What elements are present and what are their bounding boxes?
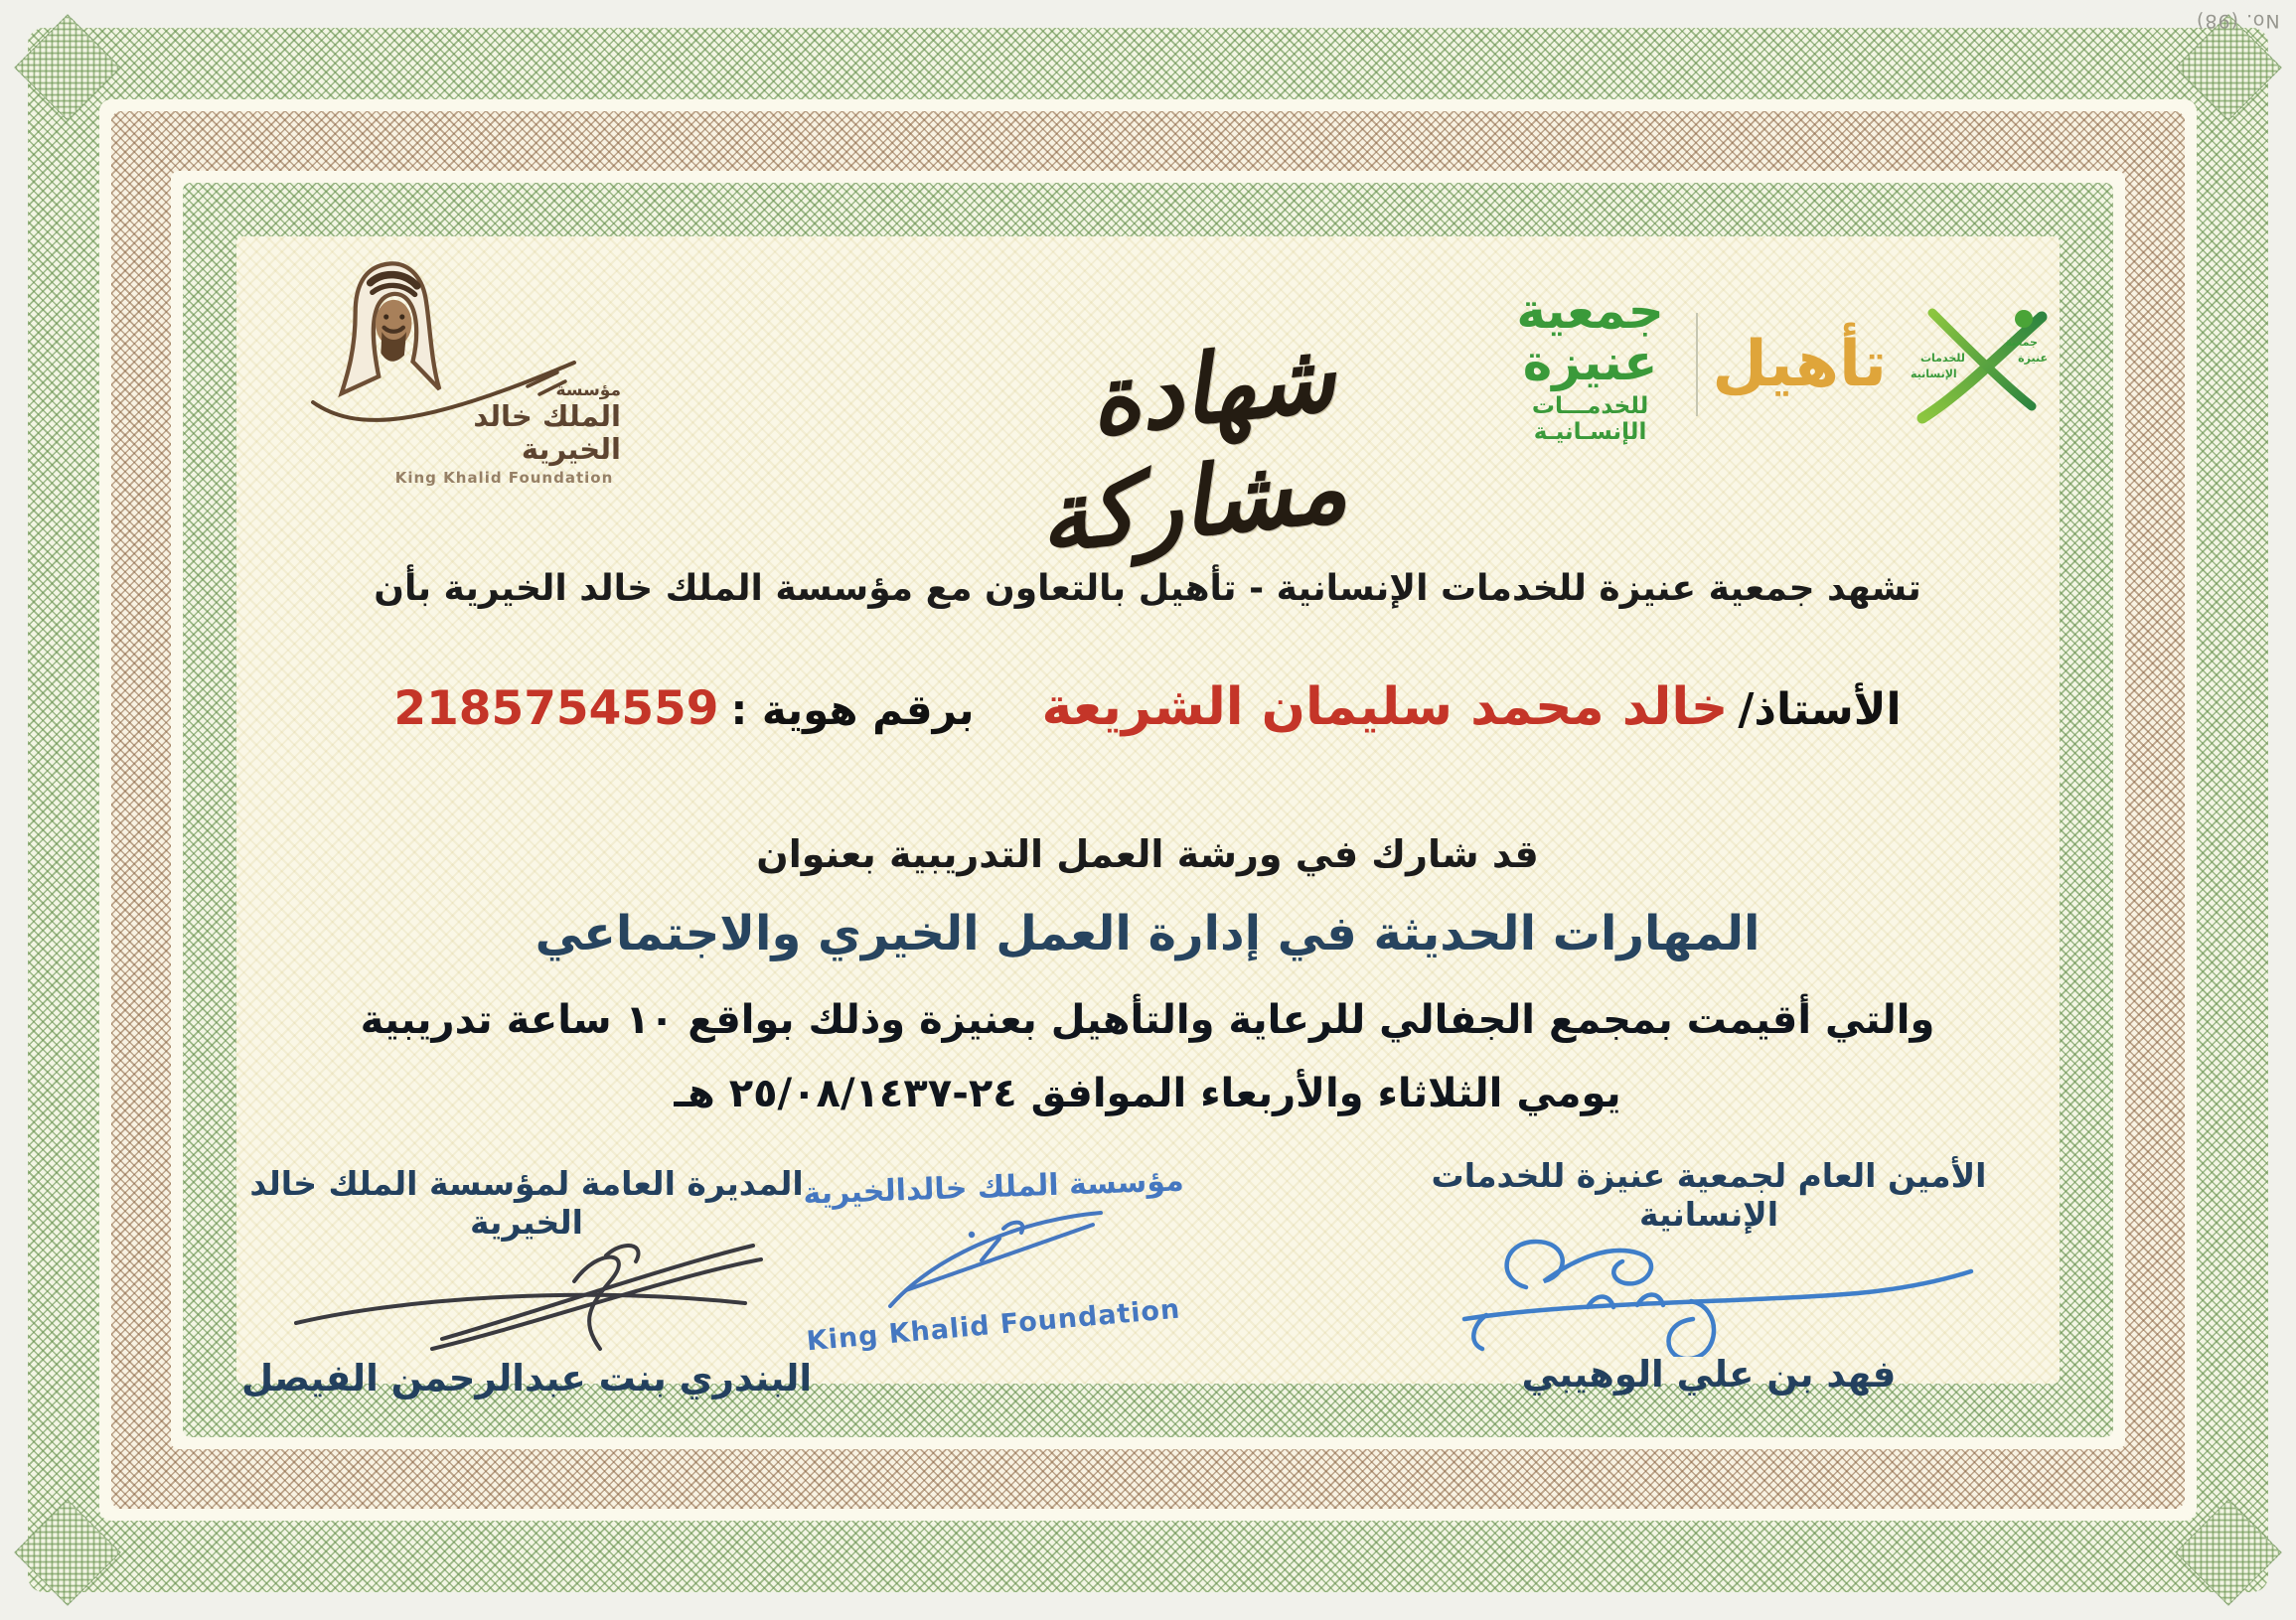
logo-divider [1696,313,1698,416]
signatory-left-block [229,1164,825,1399]
stamp-arabic-text: مؤسسة الملك خالدالخيرية [802,1163,1185,1212]
figure-label: الإنسانية [1911,368,1957,380]
kkf-name-ar-small: مؤسسة [555,380,621,400]
unaizah-org-line2: للخدمـــات الإنسـانيـة [1531,392,1649,445]
kkf-name-en: King Khalid Foundation [394,468,614,487]
kkf-logo-text [387,380,621,487]
certificate-title-calligraphy: شهادة مشاركة [1033,320,1352,574]
honorific-label: الأستاذ/ [1738,684,1902,735]
unaizah-org-name [1498,281,1682,445]
taheel-wordmark: تأهيل [1712,328,1887,401]
intro-line: تشهد جمعية عنيزة للخدمات الإنسانية - تأهيل بالتعاون مع مؤسسة الملك خالد الخيرية بأن [374,568,1921,609]
stamp-swoosh-icon [854,1199,1133,1316]
unaizah-figure-mark [1901,297,2060,432]
signatory-left-name: البندري بنت عبدالرحمن الفيصل [240,1357,813,1399]
participation-line: قد شارك في ورشة العمل التدريبية بعنوان [756,832,1539,876]
signatory-right-name: فهد بن علي الوهيبي [1521,1353,1897,1396]
figure-label: للخدمات [1920,352,1965,365]
kkf-stamp [785,1163,1202,1358]
id-label: برقم هوية : [730,685,975,734]
participant-name: خالد محمد سليمان الشريعة [1041,677,1729,737]
participant-line [248,677,2047,737]
id-number: 2185754559 [393,681,719,736]
unaizah-org-line1: جمعية عنيزة [1516,281,1664,391]
signatory-left-title: المديرة العامة لمؤسسة الملك خالد الخيرية [249,1164,804,1242]
running-figure-icon [1901,297,2060,432]
figure-label: عنيزة [2018,352,2048,365]
figure-label: جمعية [2005,336,2038,349]
date-line: يومي الثلاثاء والأربعاء الموافق ٢٤-٢٥/٠٨/١٤٣٧ هـ [674,1071,1621,1116]
workshop-title: المهارات الحديثة في إدارة العمل الخيري والاجتماعي [535,906,1760,961]
unaizah-society-logo [1498,281,2060,445]
stamp-english-text: King Khalid Foundation [805,1293,1182,1358]
kkf-name-ar: الملك خالد الخيرية [473,399,621,467]
king-khalid-foundation-logo [293,253,621,487]
serial-number-note: No. (98) [2196,10,2280,32]
signature-left-ink [278,1228,775,1359]
signatory-right-title: الأمين العام لجمعية عنيزة للخدمات الإنسانية [1431,1156,1987,1234]
signature-right-ink [1431,1224,1987,1357]
venue-line: والتي أقيمت بمجمع الجفالي للرعاية والتأهيل بعنيزة وذلك بواقع ١٠ ساعة تدريبية [360,997,1935,1043]
signatory-right-block [1371,1156,2047,1396]
